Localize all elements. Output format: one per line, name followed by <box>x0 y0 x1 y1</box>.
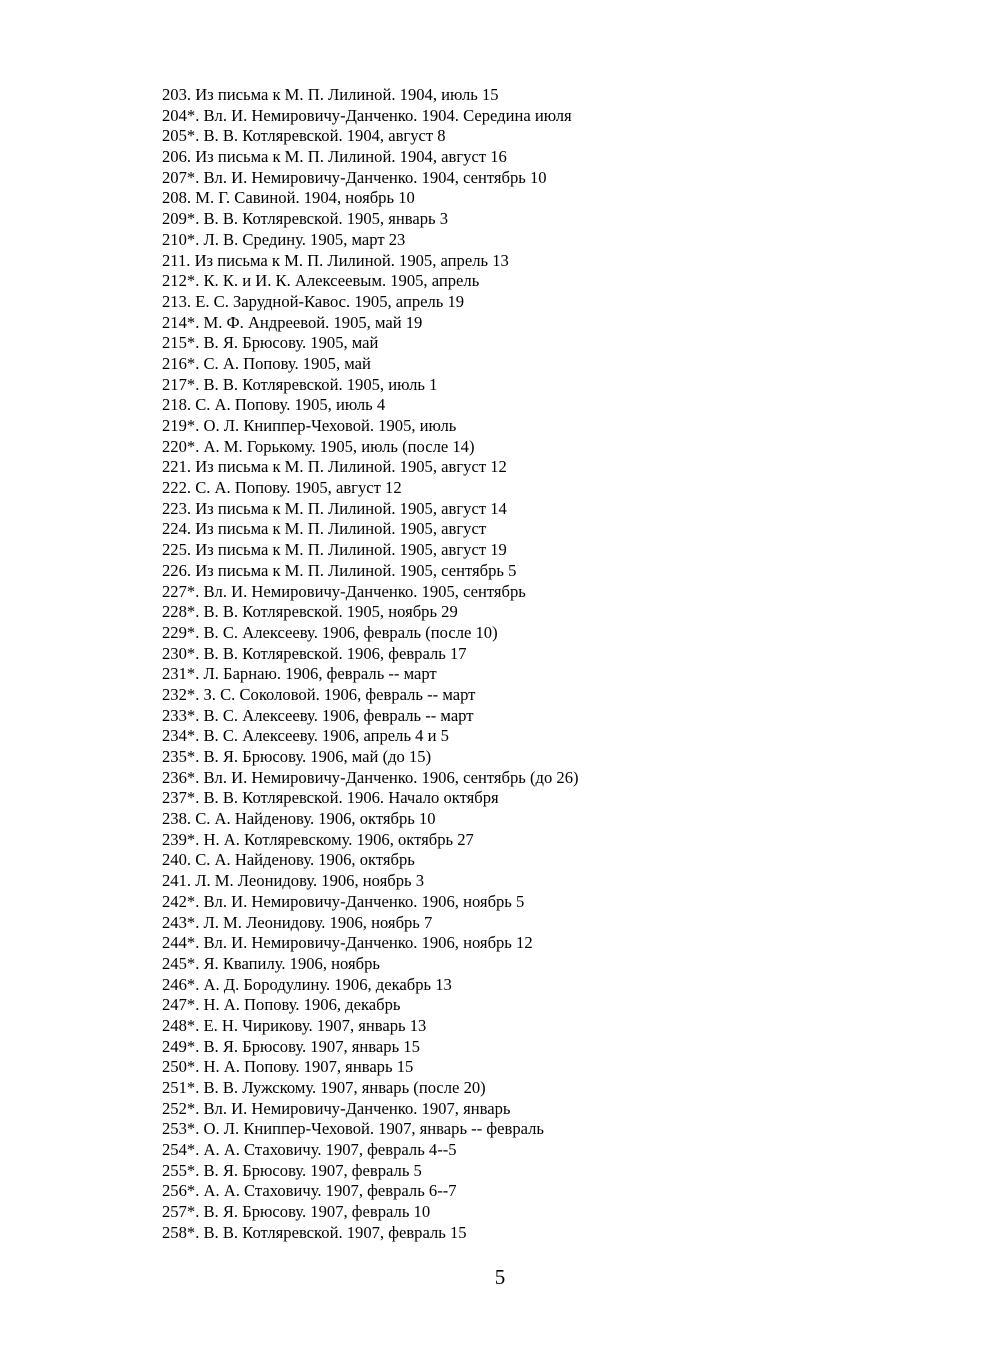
page-number: 5 <box>494 1265 506 1289</box>
list-item: 258*. В. В. Котляревской. 1907, февраль 15 <box>162 1222 467 1242</box>
list-item: 251*. В. В. Лужскому. 1907, январь (после 20) <box>162 1078 486 1097</box>
list-item: 217*. В. В. Котляревской. 1905, июль 1 <box>162 374 438 394</box>
list-item: 204*. Вл. И. Немировичу-Данченко. 1904. Середина июля <box>162 105 572 125</box>
list-item: 222. С. А. Попову. 1905, август 12 <box>162 478 402 498</box>
list-item: 207*. Вл. И. Немировичу-Данченко. 1904, сентябрь 10 <box>162 167 547 187</box>
list-item: 255*. В. Я. Брюсову. 1907, февраль 5 <box>162 1160 422 1180</box>
list-item: 252*. Вл. И. Немировичу-Данченко. 1907, январь <box>162 1098 511 1118</box>
list-item: 237*. В. В. Котляревской. 1906. Начало октября <box>162 788 499 808</box>
list-item: 243*. Л. М. Леонидову. 1906, ноябрь 7 <box>162 912 433 932</box>
list-item: 256*. А. А. Стаховичу. 1907, февраль 6--7 <box>162 1181 457 1201</box>
list-item: 214*. М. Ф. Андреевой. 1905, май 19 <box>162 312 423 332</box>
list-item: 233*. В. С. Алексееву. 1906, февраль -- март <box>162 705 474 725</box>
list-item: 238. С. А. Найденову. 1906, октябрь 10 <box>162 809 436 829</box>
list-item: 215*. В. Я. Брюсову. 1905, май <box>162 333 379 353</box>
list-item: 242*. Вл. И. Немировичу-Данченко. 1906, ноябрь 5 <box>162 891 525 911</box>
list-item: 216*. С. А. Попову. 1905, май <box>162 353 371 373</box>
list-item: 230*. В. В. Котляревской. 1906, февраль 17 <box>162 643 467 663</box>
list-item: 244*. Вл. И. Немировичу-Данченко. 1906, ноябрь 12 <box>162 933 533 953</box>
list-item: 250*. Н. А. Попову. 1907, январь 15 <box>162 1057 414 1077</box>
list-item: 211. Из письма к М. П. Лилиной. 1905, апрель 13 <box>162 250 509 270</box>
list-item: 224. Из письма к М. П. Лилиной. 1905, август <box>162 519 487 539</box>
list-item: 213. Е. С. Зарудной-Кавос. 1905, апрель 19 <box>162 291 465 311</box>
list-item: 218. С. А. Попову. 1905, июль 4 <box>162 395 386 415</box>
list-item: 239*. Н. А. Котляревскому. 1906, октябрь 27 <box>162 829 474 849</box>
list-item: 206. Из письма к М. П. Лилиной. 1904, август 16 <box>162 147 507 167</box>
list-item: 245*. Я. Квапилу. 1906, ноябрь <box>162 953 380 973</box>
list-item: 253*. О. Л. Книппер-Чеховой. 1907, январь -- февраль <box>162 1119 544 1139</box>
list-item: 209*. В. В. Котляревской. 1905, январь 3 <box>162 209 449 229</box>
list-item: 210*. Л. В. Средину. 1905, март 23 <box>162 229 406 249</box>
list-item: 220*. А. М. Горькому. 1905, июль (после 14) <box>162 436 475 456</box>
list-item: 228*. В. В. Котляревской. 1905, ноябрь 29 <box>162 602 458 622</box>
list-item: 254*. А. А. Стаховичу. 1907, февраль 4--5 <box>162 1140 457 1160</box>
list-item: 219*. О. Л. Книппер-Чеховой. 1905, июль <box>162 416 457 435</box>
list-item: 205*. В. В. Котляревской. 1904, август 8 <box>162 126 446 146</box>
list-item: 236*. Вл. И. Немировичу-Данченко. 1906, сентябрь (до 26) <box>162 767 579 787</box>
list-item: 234*. В. С. Алексееву. 1906, апрель 4 и 5 <box>162 726 449 746</box>
list-item: 240. С. А. Найденову. 1906, октябрь <box>162 850 415 870</box>
list-item: 226. Из письма к М. П. Лилиной. 1905, сентябрь 5 <box>162 560 517 580</box>
list-item: 249*. В. Я. Брюсову. 1907, январь 15 <box>162 1036 420 1056</box>
list-item: 232*. З. С. Соколовой. 1906, февраль -- март <box>162 684 476 704</box>
list-item: 257*. В. Я. Брюсову. 1907, февраль 10 <box>162 1202 431 1222</box>
list-item: 241. Л. М. Леонидову. 1906, ноябрь 3 <box>162 871 425 891</box>
list-item: 235*. В. Я. Брюсову. 1906, май (до 15) <box>162 747 432 766</box>
list-item: 247*. Н. А. Попову. 1906, декабрь <box>162 995 401 1015</box>
list-item: 225. Из письма к М. П. Лилиной. 1905, август 19 <box>162 540 507 560</box>
list-item: 208. М. Г. Савиной. 1904, ноябрь 10 <box>162 188 415 208</box>
list-item: 227*. Вл. И. Немировичу-Данченко. 1905, сентябрь <box>162 581 526 601</box>
list-item: 212*. К. К. и И. К. Алексеевым. 1905, апрель <box>162 271 480 291</box>
list-item: 248*. Е. Н. Чирикову. 1907, январь 13 <box>162 1015 427 1035</box>
list-item: 223. Из письма к М. П. Лилиной. 1905, август 14 <box>162 498 507 518</box>
list-item: 221. Из письма к М. П. Лилиной. 1905, август 12 <box>162 457 507 477</box>
list-item: 231*. Л. Барнаю. 1906, февраль -- март <box>162 664 437 684</box>
letter-index-list <box>162 85 942 1244</box>
list-item: 229*. В. С. Алексееву. 1906, февраль (после 10) <box>162 622 498 642</box>
list-item: 203. Из письма к М. П. Лилиной. 1904, июль 15 <box>162 85 499 104</box>
list-item: 246*. А. Д. Бородулину. 1906, декабрь 13 <box>162 974 452 994</box>
